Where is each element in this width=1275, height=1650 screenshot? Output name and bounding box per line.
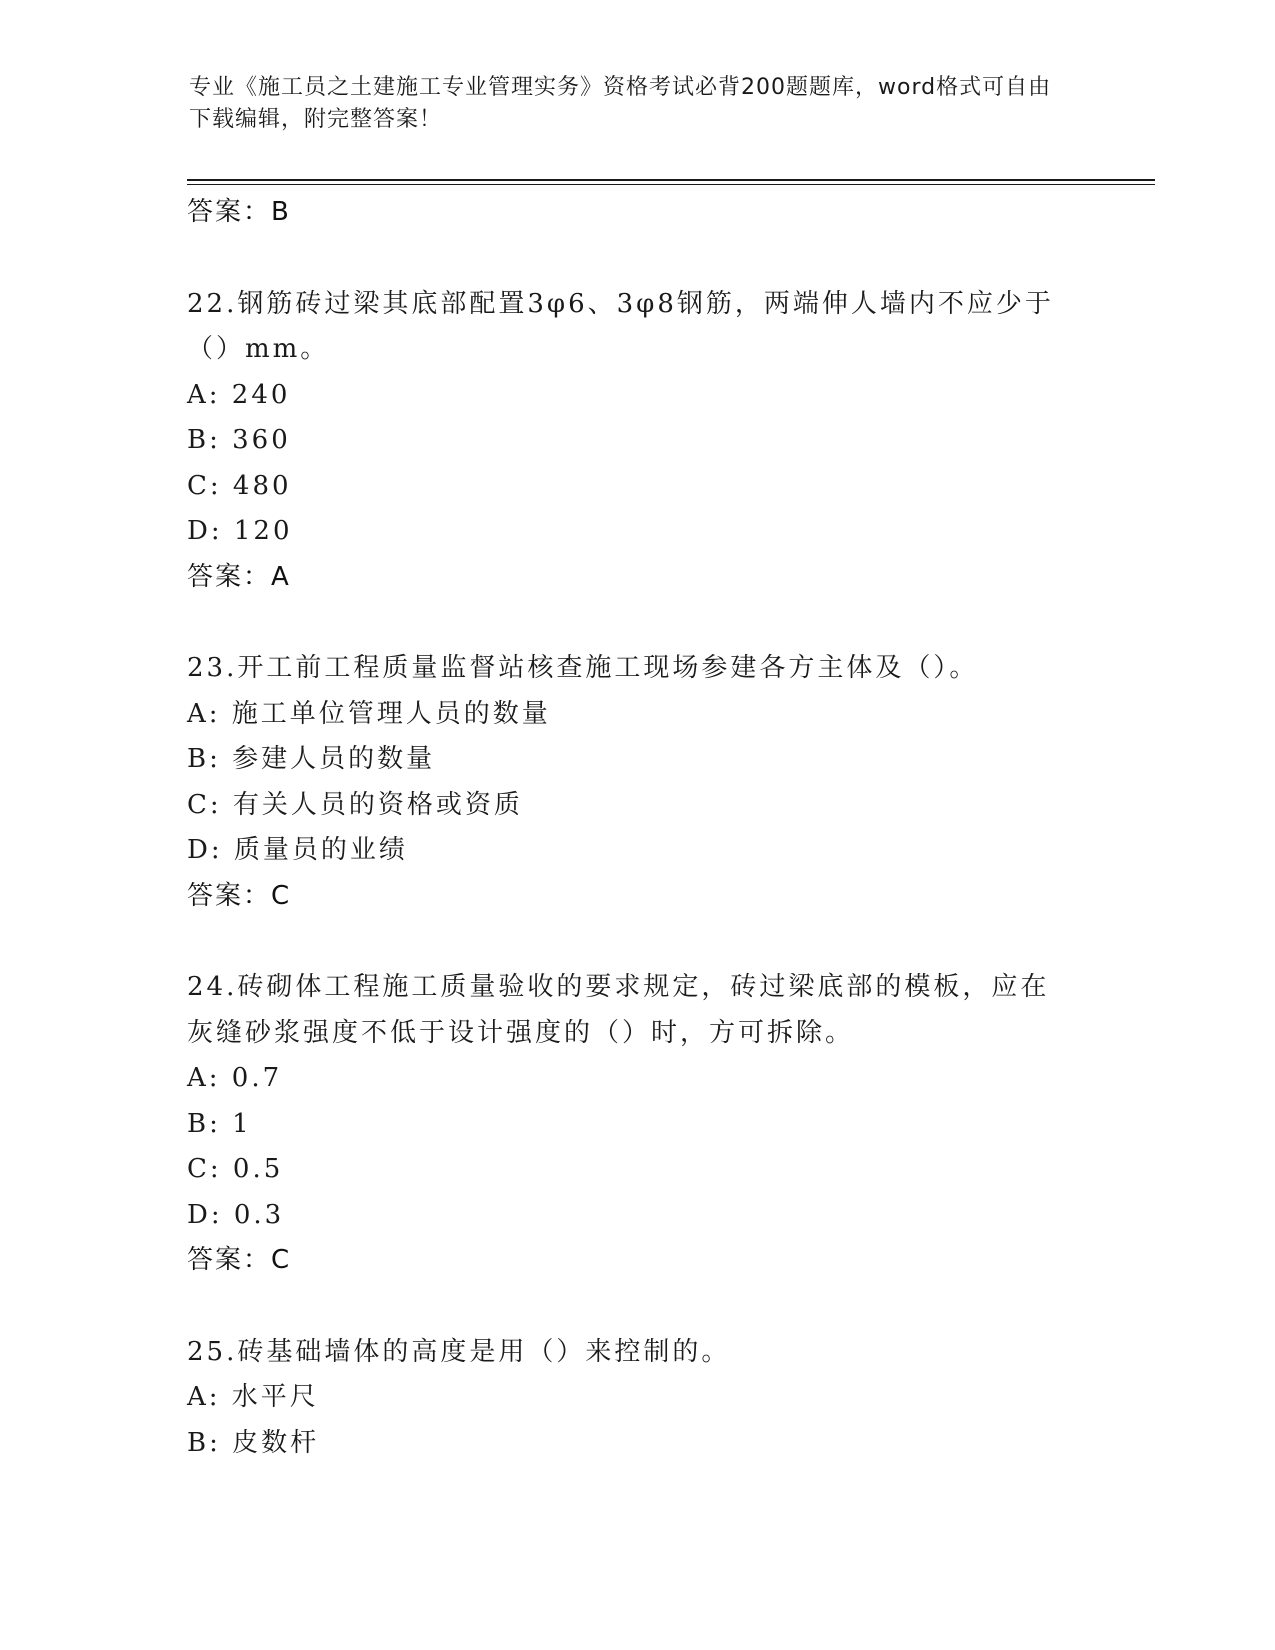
question-block bbox=[187, 1330, 1087, 1467]
option-c: C: 480 bbox=[187, 470, 292, 501]
option-a: A: 施工单位管理人员的数量 bbox=[187, 698, 551, 729]
option-b: B: 360 bbox=[187, 425, 291, 455]
document-body bbox=[187, 190, 1087, 1466]
spacer bbox=[187, 919, 1087, 965]
option-b: B: 1 bbox=[187, 1108, 252, 1139]
spacer bbox=[187, 236, 1087, 282]
option-b: B: 参建人员的数量 bbox=[187, 744, 436, 774]
question-stem: 23.开工前工程质量监督站核查施工现场参建各方主体及（）。 bbox=[187, 653, 979, 683]
spacer bbox=[187, 600, 1087, 646]
question-stem: 22.钢筋砖过梁其底部配置3φ6、3φ8钢筋，两端伸人墙内不应少于（）mm。 bbox=[187, 288, 1054, 364]
question-block bbox=[187, 646, 1087, 919]
answer-label: 答案：C bbox=[187, 1245, 292, 1275]
option-a: A: 240 bbox=[187, 379, 291, 410]
answer-label: 答案：C bbox=[187, 880, 292, 911]
option-d: D: 120 bbox=[187, 516, 293, 546]
option-d: D: 质量员的业绩 bbox=[187, 835, 408, 865]
question-block bbox=[187, 282, 1087, 601]
option-c: C: 有关人员的资格或资质 bbox=[187, 789, 523, 820]
option-d: D: 0.3 bbox=[187, 1199, 285, 1230]
option-c: C: 0.5 bbox=[187, 1154, 284, 1184]
spacer bbox=[187, 1284, 1087, 1330]
answer-label: 答案：B bbox=[187, 197, 291, 227]
question-block bbox=[187, 965, 1087, 1284]
question-stem: 25.砖基础墙体的高度是用（）来控制的。 bbox=[187, 1336, 731, 1367]
option-a: A: 水平尺 bbox=[187, 1382, 319, 1412]
header-rule-thick bbox=[187, 179, 1155, 181]
answer-label: 答案：A bbox=[187, 561, 291, 592]
option-a: A: 0.7 bbox=[187, 1063, 283, 1093]
header-rule-thin bbox=[187, 184, 1155, 185]
option-b: B: 皮数杆 bbox=[187, 1427, 320, 1458]
question-stem: 24.砖砌体工程施工质量验收的要求规定，砖过梁底部的模板，应在灰缝砂浆强度不低于设计强度的（）时，方可拆除。 bbox=[187, 972, 1050, 1048]
page-header: 专业《施工员之土建施工专业管理实务》资格考试必背200题题库，word格式可自由下载编辑，附完整答案！ bbox=[189, 75, 1052, 132]
